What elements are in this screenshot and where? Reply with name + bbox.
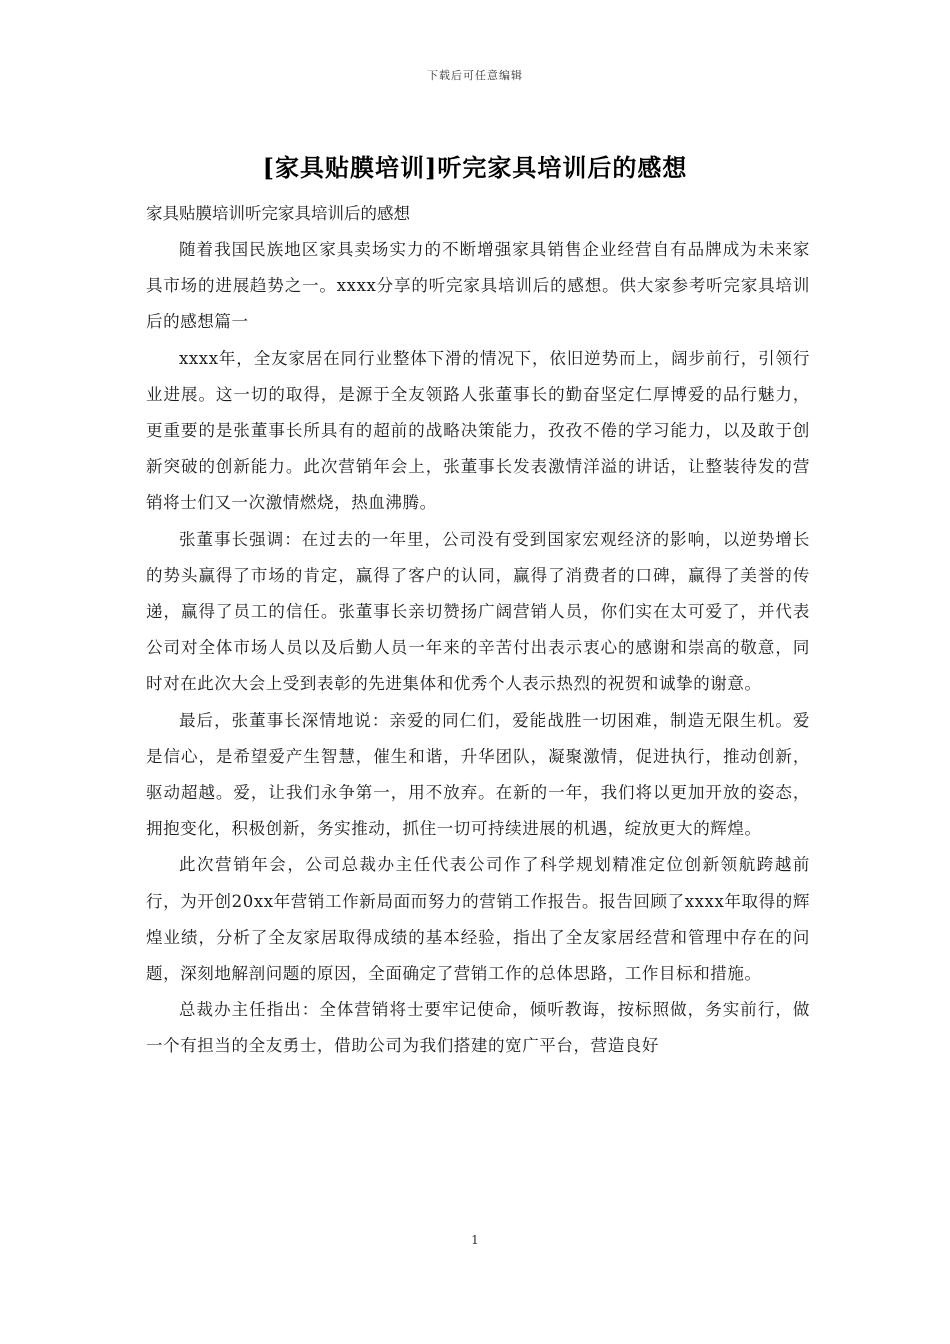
document-subtitle: 家具贴膜培训听完家具培训后的感想 bbox=[146, 204, 410, 223]
paragraph-2: xxxx年，全友家居在同行业整体下滑的情况下，依旧逆势而上，阔步前行，引领行业进展。这一切的取得，是源于全友领路人张董事长的勤奋坚定仁厚博爱的品行魅力，更重要的是张董事长所具有的超前的战略决策能力，孜孜不倦的学习能力，以及敢于创新突破的创新能力。此次营销年会上，张董事长发表激情洋溢的讲话，让整装待发的营销将士们又一次激情燃烧，热血沸腾。 bbox=[146, 348, 810, 513]
paragraph-6: 总裁办主任指出：全体营销将士要牢记使命，倾听教诲，按标照做，务实前行，做一个有担当的全友勇士，借助公司为我们搭建的宽广平台，营造良好 bbox=[146, 1000, 810, 1056]
paragraph-3: 张董事长强调：在过去的一年里，公司没有受到国家宏观经济的影响，以逆势增长的势头赢得了市场的肯定，赢得了客户的认同，赢得了消费者的口碑，赢得了美誉的传递，赢得了员工的信任。张董事长亲切赞扬广阔营销人员，你们实在太可爱了，并代表公司对全体市场人员以及后勤人员一年来的辛苦付出表示衷心的感谢和崇高的敬意，同时对在此次大会上受到表彰的先进集体和优秀个人表示热烈的祝贺和诚挚的谢意。 bbox=[146, 529, 810, 694]
paragraph-4: 最后，张董事长深情地说：亲爱的同仁们，爱能战胜一切困难，制造无限生机。爱是信心，是希望爱产生智慧，催生和谐，升华团队，凝聚激情，促进执行，推动创新，驱动超越。爱，让我们永争第一，用不放弃。在新的一年，我们将以更加开放的姿态，拥抱变化，积极创新，务实推动，抓住一切可持续进展的机遇，绽放更大的辉煌。 bbox=[146, 710, 810, 839]
document-title: [家具贴膜培训]听完家具培训后的感想 bbox=[262, 153, 688, 182]
document-body bbox=[146, 196, 810, 1065]
paragraph-1: 随着我国民族地区家具卖场实力的不断增强家具销售企业经营自有品牌成为未来家具市场的进展趋势之一。xxxx分享的听完家具培训后的感想。供大家参考听完家具培训后的感想篇一 bbox=[146, 240, 810, 332]
paragraph-5: 此次营销年会，公司总裁办主任代表公司作了科学规划精准定位创新领航跨越前行，为开创20xx年营销工作新局面而努力的营销工作报告。报告回顾了xxxx年取得的辉煌业绩，分析了全友家居取得成绩的基本经验，指出了全友家居经营和管理中存在的问题，深刻地解剖问题的原因，全面确定了营销工作的总体思路，工作目标和措施。 bbox=[146, 855, 810, 984]
page-number: 1 bbox=[471, 1233, 479, 1247]
page-header: 下载后可任意编辑 bbox=[427, 69, 523, 82]
